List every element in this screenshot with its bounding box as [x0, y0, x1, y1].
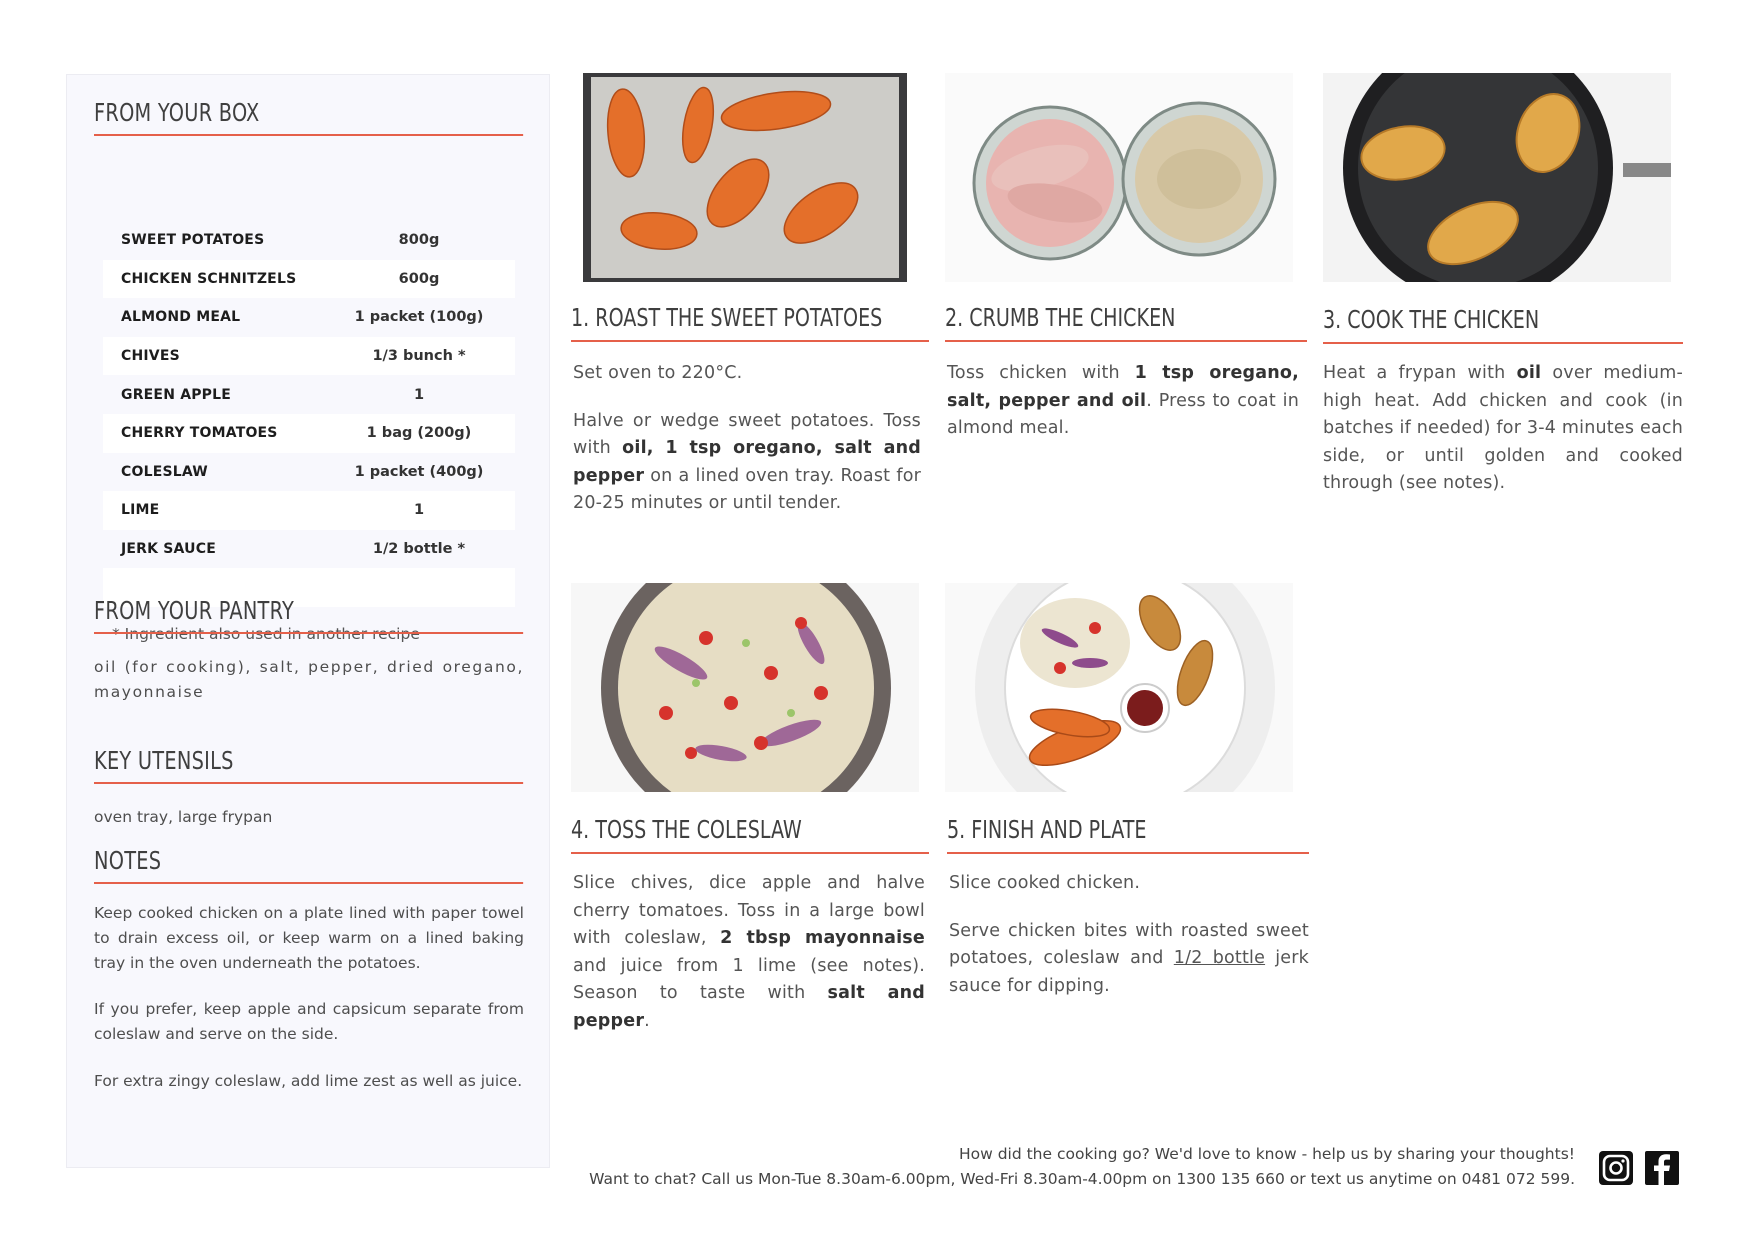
ingredient-row	[103, 530, 515, 569]
ingredient-row	[103, 337, 515, 376]
ingredient-qty: 1 bag (200g)	[366, 425, 472, 442]
ingredient-qty: 600g	[398, 270, 440, 287]
facebook-icon[interactable]	[1644, 1150, 1680, 1186]
ingredient-qty: 1	[413, 502, 425, 519]
instagram-icon[interactable]	[1598, 1150, 1634, 1186]
step-5-title: 5. FINISH AND PLATE	[947, 816, 1309, 854]
footer-feedback: How did the cooking go? We'd love to know - help us by sharing your thoughts!	[958, 1145, 1575, 1163]
ingredient-qty: 1 packet (100g)	[354, 309, 484, 326]
ingredient-row	[103, 298, 515, 337]
ingredient-qty: 1 packet (400g)	[354, 463, 484, 480]
step-2-photo	[945, 73, 1293, 282]
ingredient-name: SWEET POTATOES	[121, 232, 265, 249]
pantry-text: oil (for cooking), salt, pepper, dried oregano, mayonnaise	[94, 658, 524, 701]
ingredient-name: CHERRY TOMATOES	[121, 425, 278, 442]
ingredient-qty: 1	[413, 386, 425, 403]
step-4-title: 4. TOSS THE COLESLAW	[571, 816, 929, 854]
ingredient-row	[103, 414, 515, 453]
step-4-photo	[571, 583, 919, 792]
ingredients-table	[103, 221, 515, 607]
step-2-body: Toss chicken with 1 tsp oregano, salt, pepper and oil. Press to coat in almond meal.	[947, 363, 1299, 438]
key-utensils-title: KEY UTENSILS	[94, 747, 523, 784]
ingredient-row	[103, 453, 515, 492]
note-1: Keep cooked chicken on a plate lined with paper towel to drain excess oil, or keep warm on a lined baking tray in the oven underneath the potatoes.	[94, 904, 524, 972]
step-2-title: 2. CRUMB THE CHICKEN	[945, 304, 1307, 342]
step-3-body: Heat a frypan with oil over medium-high heat. Add chicken and cook (in batches if needed) for 3-4 minutes each side, or until golden and cooked through (see notes).	[1323, 363, 1683, 493]
ingredient-name: LIME	[121, 502, 160, 519]
step-1-body: Set oven to 220°C. Halve or wedge sweet potatoes. Toss with oil, 1 tsp oregano, salt and pepper on a lined oven tray. Roast for 20-25 minutes or until tender.	[573, 363, 921, 513]
from-your-pantry-title: FROM YOUR PANTRY	[94, 597, 523, 634]
step-5-body: Slice cooked chicken. Serve chicken bites with roasted sweet potatoes, coleslaw and 1/2 bottle jerk sauce for dipping.	[949, 873, 1309, 996]
step-4-body: Slice chives, dice apple and halve cherry tomatoes. Toss in a large bowl with coleslaw, 2 tbsp mayonnaise and juice from 1 lime (see notes). Season to taste with salt and pepper.	[573, 873, 925, 1031]
ingredient-name: CHIVES	[121, 348, 180, 365]
ingredient-row	[103, 375, 515, 414]
from-your-box-title: FROM YOUR BOX	[94, 99, 523, 136]
ingredient-row	[103, 491, 515, 530]
ingredient-name: ALMOND MEAL	[121, 309, 241, 326]
step-1-photo	[571, 73, 919, 282]
footer-chat: Want to chat? Call us Mon-Tue 8.30am-6.00pm, Wed-Fri 8.30am-4.00pm on 1300 135 660 or text us anytime on 0481 072 599.	[589, 1170, 1575, 1188]
ingredient-qty: 1/2 bottle *	[372, 541, 466, 558]
step-1-title: 1. ROAST THE SWEET POTATOES	[571, 304, 929, 342]
step-3-title: 3. COOK THE CHICKEN	[1323, 306, 1683, 344]
ingredient-qty: 800g	[398, 232, 440, 249]
notes-title: NOTES	[94, 847, 523, 884]
ingredient-row	[103, 221, 515, 260]
ingredient-name: COLESLAW	[121, 463, 208, 480]
ingredient-footnote: * Ingredient also used in another recipe	[112, 625, 420, 643]
utensils-text: oven tray, large frypan	[94, 808, 273, 826]
ingredient-row	[103, 260, 515, 299]
footer-contact	[589, 1142, 1575, 1192]
step-5-photo	[945, 583, 1293, 792]
step-3-photo	[1323, 73, 1671, 282]
note-2: If you prefer, keep apple and capsicum separate from coleslaw and serve on the side.	[94, 1000, 524, 1043]
ingredient-name: GREEN APPLE	[121, 386, 232, 403]
ingredient-name: CHICKEN SCHNITZELS	[121, 270, 297, 287]
ingredient-qty: 1/3 bunch *	[372, 348, 466, 365]
ingredient-name: JERK SAUCE	[121, 541, 216, 558]
ingredients-sidebar	[66, 74, 550, 1168]
note-3: For extra zingy coleslaw, add lime zest as well as juice.	[94, 1072, 523, 1090]
